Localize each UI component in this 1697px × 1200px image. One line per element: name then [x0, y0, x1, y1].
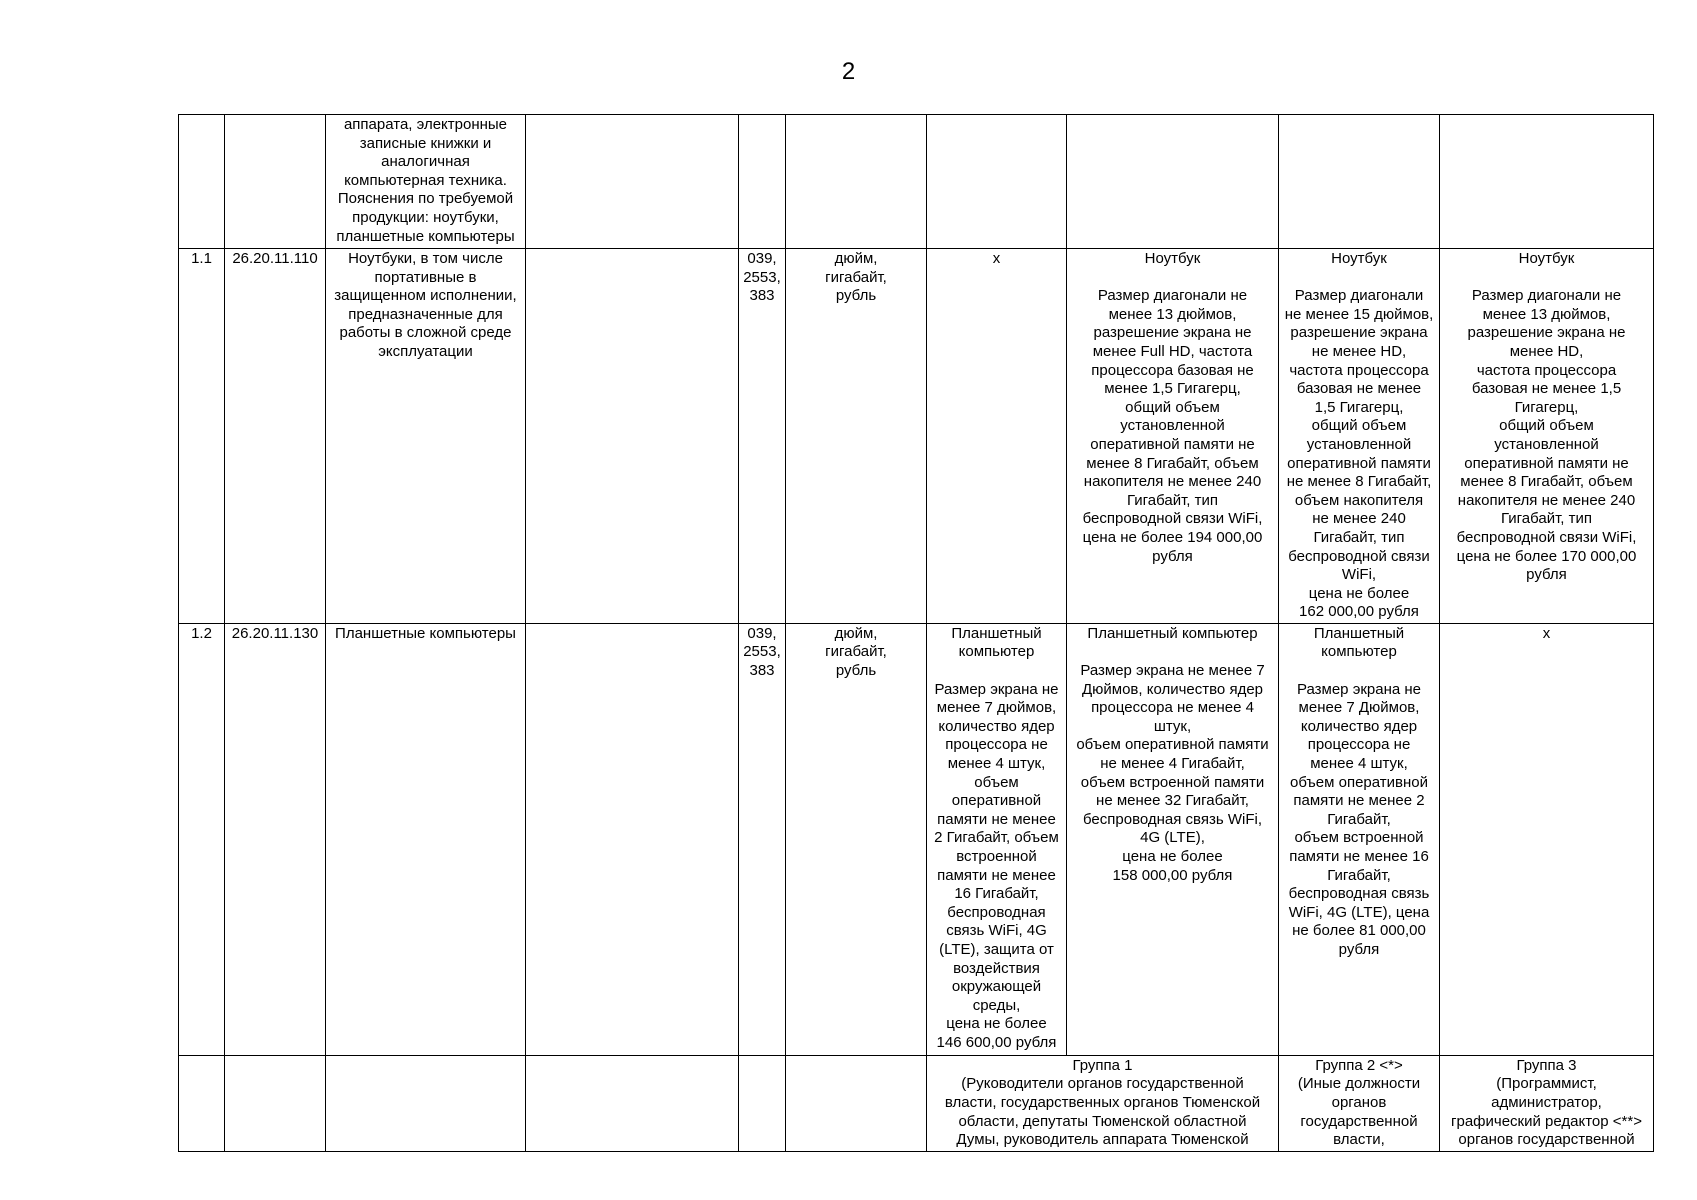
- empty-cell: [786, 1055, 927, 1151]
- row-number-cell: 1.2: [179, 623, 225, 1055]
- group2-spec-cell: [1279, 115, 1440, 249]
- okpd2-code-cell: 26.20.11.130: [225, 623, 326, 1055]
- row-number-cell: [179, 115, 225, 249]
- product-name-cell: Ноутбуки, в том числе портативные в защищенном исполнении, предназначенные для работы в сложной среде эксплуатации: [326, 249, 526, 624]
- empty-cell: [225, 1055, 326, 1151]
- empty-cell: [526, 623, 739, 1055]
- group2-header-cell: Группа 2 <*> (Иные должности органов государственной власти,: [1279, 1055, 1440, 1151]
- group3-spec-cell: x: [1440, 623, 1654, 1055]
- empty-cell: [526, 249, 739, 624]
- okpd2-code-cell: [225, 115, 326, 249]
- okei-code-cell: 039, 2553, 383: [739, 249, 786, 624]
- table-row: [179, 249, 1654, 624]
- group3-spec-cell: [1440, 115, 1654, 249]
- okei-code-cell: [739, 115, 786, 249]
- group1-spec-cell: [1067, 115, 1279, 249]
- group3-spec-cell: Ноутбук Размер диагонали не менее 13 дюймов, разрешение экрана не менее HD, частота процессора базовая не менее 1,5 Гигагерц, общий объем установленной оперативной памяти не менее 8 Гигабайт, объем накопителя не менее 240 Гигабайт, тип беспроводной связи WiFi, цена не более 170 000,00 рубля: [1440, 249, 1654, 624]
- empty-cell: [526, 115, 739, 249]
- group2-spec-cell: Планшетный компьютер Размер экрана не менее 7 Дюймов, количество ядер процессора не менее 4 штук, объем оперативной памяти не менее 2 Гигабайт, объем встроенной памяти не менее 16 Гигабайт, беспроводная связь WiFi, 4G (LTE), цена не более 81 000,00 рубля: [1279, 623, 1440, 1055]
- group1-spec-cell: Планшетный компьютер Размер экрана не менее 7 Дюймов, количество ядер процессора не менее 4 штук, объем оперативной памяти не менее 4 Гигабайт, объем встроенной памяти не менее 32 Гигабайт, беспроводная связь WiFi, 4G (LTE), цена не более 158 000,00 рубля: [1067, 623, 1279, 1055]
- table-row: [179, 115, 1654, 249]
- empty-cell: [526, 1055, 739, 1151]
- okei-code-cell: 039, 2553, 383: [739, 623, 786, 1055]
- spec-cell: Планшетный компьютер Размер экрана не менее 7 дюймов, количество ядер процессора не менее 4 штук, объем оперативной памяти не менее 2 Гигабайт, объем встроенной памяти не менее 16 Гигабайт, беспроводная связь WiFi, 4G (LTE), защита от воздействия окружающей среды, цена не более 146 600,00 рубля: [927, 623, 1067, 1055]
- unit-cell: [786, 115, 927, 249]
- table-row: [179, 1055, 1654, 1151]
- group3-header-cell: Группа 3 (Программист, администратор, графический редактор <**> органов государственной: [1440, 1055, 1654, 1151]
- group2-spec-cell: Ноутбук Размер диагонали не менее 15 дюймов, разрешение экрана не менее HD, частота процессора базовая не менее 1,5 Гигагерц, общий объем установленной оперативной памяти не менее 8 Гигабайт, объем накопителя не менее 240 Гигабайт, тип беспроводной связи WiFi, цена не более 162 000,00 рубля: [1279, 249, 1440, 624]
- empty-cell: [326, 1055, 526, 1151]
- product-name-cell: аппарата, электронные записные книжки и аналогичная компьютерная техника. Пояснения по требуемой продукции: ноутбуки, планшетные компьютеры: [326, 115, 526, 249]
- page-number: 2: [841, 58, 856, 85]
- spec-cell: [927, 115, 1067, 249]
- group1-spec-cell: Ноутбук Размер диагонали не менее 13 дюймов, разрешение экрана не менее Full HD, частота процессора базовая не менее 1,5 Гигагерц, общий объем установленной оперативной памяти не менее 8 Гигабайт, объем накопителя не менее 240 Гигабайт, тип беспроводной связи WiFi, цена не более 194 000,00 рубля: [1067, 249, 1279, 624]
- product-name-cell: Планшетные компьютеры: [326, 623, 526, 1055]
- empty-cell: [179, 1055, 225, 1151]
- unit-cell: дюйм, гигабайт, рубль: [786, 623, 927, 1055]
- requirements-table: [178, 114, 1654, 1152]
- empty-cell: [739, 1055, 786, 1151]
- group1-header-cell: Группа 1 (Руководители органов государственной власти, государственных органов Тюменской области, депутаты Тюменской областной Думы, руководитель аппарата Тюменской: [927, 1055, 1279, 1151]
- row-number-cell: 1.1: [179, 249, 225, 624]
- unit-cell: дюйм, гигабайт, рубль: [786, 249, 927, 624]
- okpd2-code-cell: 26.20.11.110: [225, 249, 326, 624]
- spec-cell: x: [927, 249, 1067, 624]
- table-row: [179, 623, 1654, 1055]
